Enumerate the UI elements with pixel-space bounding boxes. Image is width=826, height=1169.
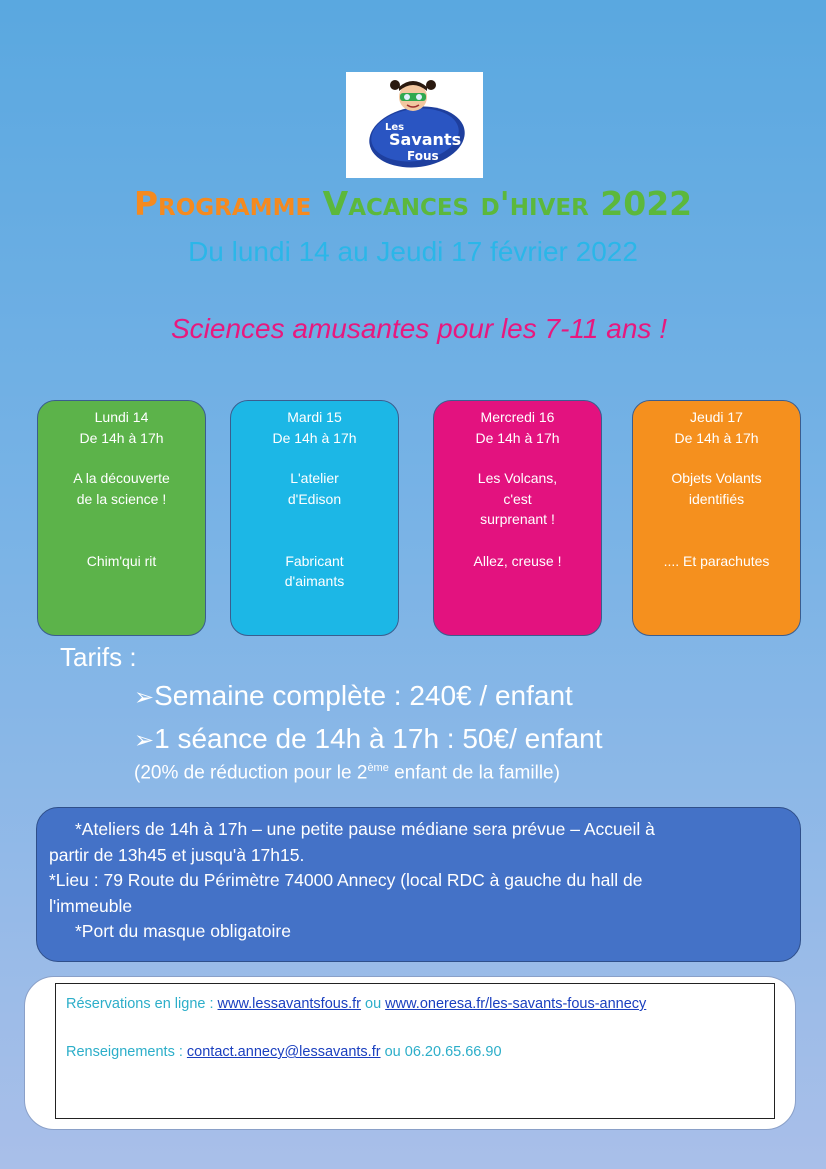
tarif-semaine-text: Semaine complète : 240€ / enfant — [154, 680, 573, 711]
day-name: Mercredi 16 — [480, 409, 555, 425]
reservations-row — [66, 996, 764, 1020]
reservations-box — [55, 983, 775, 1119]
logo — [346, 72, 483, 178]
day-name: Jeudi 17 — [690, 409, 743, 425]
activity-1-line-2: c'est — [503, 490, 532, 507]
logo-text-savants: Savants — [388, 130, 461, 149]
email-link[interactable]: contact.annecy@lessavants.fr — [186, 1044, 381, 1060]
oneresa-link[interactable]: www.oneresa.fr/les-savants-fous-annecy — [385, 996, 647, 1012]
logo-text-fous: Fous — [406, 149, 439, 163]
activity-1-line-1: A la découverte — [73, 470, 170, 486]
activity-2-line-1: Chim'qui rit — [86, 552, 157, 569]
info-line: partir de 13h45 et jusqu'à 17h15. — [49, 844, 305, 865]
activity-2-line-1: .... Et parachutes — [663, 552, 770, 569]
tarifs-heading: Tarifs : — [60, 642, 137, 672]
activity-1-line-1: Les Volcans, — [477, 470, 558, 486]
day-card-mercredi — [433, 400, 602, 636]
logo-text-les: Les — [384, 122, 404, 133]
date-range: Du lundi 14 au Jeudi 17 février 2022 — [188, 236, 638, 267]
day-hours: De 14h à 17h — [475, 429, 560, 446]
or-text: ou — [380, 1044, 405, 1060]
reduction-text-start: (20% de réduction pour le 2 — [134, 762, 368, 784]
day-name: Mardi 15 — [287, 409, 342, 425]
tarif-seance — [134, 723, 602, 755]
title-vacances: Vacances d'hiver 2022 — [322, 184, 693, 223]
tarif-seance-text: 1 séance de 14h à 17h : 50€/ enfant — [154, 723, 603, 754]
day-hours: De 14h à 17h — [79, 429, 164, 446]
arrow-bullet-icon: ➢ — [134, 684, 155, 711]
arrow-bullet-icon: ➢ — [134, 727, 155, 754]
activity-2-line-1: Fabricant — [285, 552, 344, 569]
info-line: *Ateliers de 14h à 17h – une petite pause médiane sera prévue – Accueil à — [75, 819, 655, 839]
info-line: l'immeuble — [49, 895, 133, 916]
reduction-note — [134, 762, 560, 784]
activity-1-line-2: d'Edison — [287, 490, 342, 507]
or-text: ou — [360, 996, 386, 1012]
activity-2-line-2: d'aimants — [284, 573, 345, 589]
activity-1-line-2: identifiés — [688, 490, 745, 507]
contact-row — [66, 1044, 764, 1068]
tagline: Sciences amusantes pour les 7-11 ans ! — [171, 313, 667, 344]
day-card-jeudi — [632, 400, 801, 636]
activity-1-line-1: L'atelier — [290, 470, 339, 486]
day-hours: De 14h à 17h — [272, 429, 357, 446]
reduction-superscript: ème — [367, 762, 389, 774]
practical-info-box — [36, 807, 801, 962]
website-link[interactable]: www.lessavantsfous.fr — [217, 996, 361, 1012]
tarif-semaine — [134, 680, 573, 712]
phone-number: 06.20.65.66.90 — [404, 1044, 502, 1060]
activity-2-line-1: Allez, creuse ! — [473, 552, 562, 569]
day-hours: De 14h à 17h — [674, 429, 759, 446]
page-title — [0, 184, 826, 223]
savants-fous-logo-icon — [355, 75, 475, 175]
info-line: *Lieu : 79 Route du Périmètre 74000 Annecy (local RDC à gauche du hall de — [49, 870, 643, 890]
activity-1-line-2: de la science ! — [76, 490, 167, 507]
contact-label: Renseignements : — [66, 1044, 187, 1060]
day-card-lundi — [37, 400, 206, 636]
info-line: *Port du masque obligatoire — [75, 921, 291, 941]
day-name: Lundi 14 — [94, 409, 149, 425]
activity-1-line-3: surprenant ! — [480, 511, 555, 527]
activity-1-line-1: Objets Volants — [671, 470, 762, 486]
reservations-label: Réservations en ligne : — [66, 996, 218, 1012]
day-card-mardi — [230, 400, 399, 636]
title-programme: Programme — [133, 184, 312, 223]
reduction-text-end: enfant de la famille) — [388, 762, 560, 784]
